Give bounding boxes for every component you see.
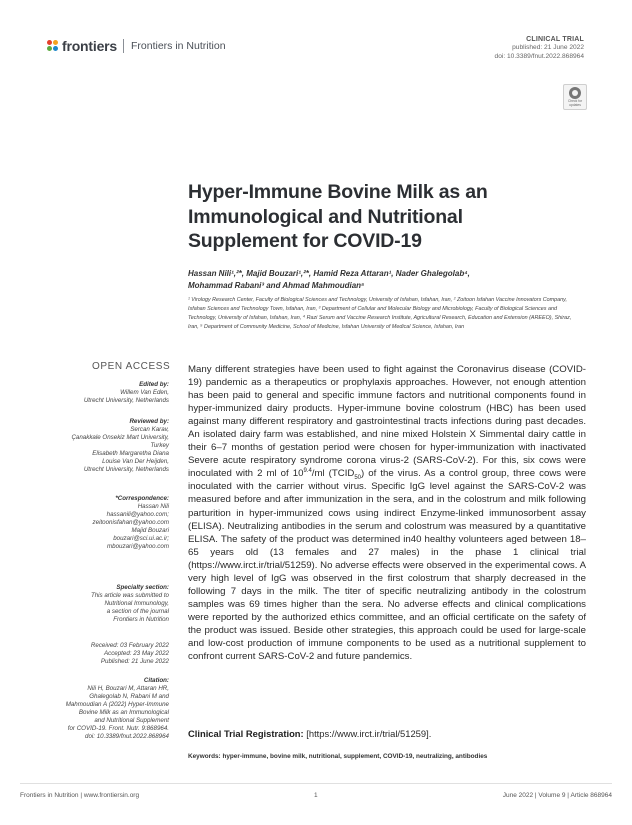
trial-link[interactable]: [https://www.irct.ir/trial/51259]. (303, 728, 432, 739)
article-meta (495, 36, 584, 61)
abstract-superscript: 9.4 (303, 468, 312, 475)
keywords: Keywords: hyper-immune, bovine milk, nutritional, supplement, COVID-19, neutralizing, antibodies (188, 753, 488, 760)
citation-line: Nili H, Bouzari M, Attaran HR, (87, 685, 169, 692)
reviewer-line: Utrecht University, Netherlands (83, 466, 169, 473)
crossmark-icon (569, 87, 581, 99)
citation-line: Bovine Milk as an Immunological (78, 709, 169, 716)
logo-divider (123, 39, 124, 53)
author-list (188, 268, 568, 291)
citation-line: Ghalegolab N, Rabani M and (89, 693, 169, 700)
correspondence-heading: *Correspondence: (115, 495, 169, 502)
footer-right: June 2022 | Volume 9 | Article 868964 (502, 792, 612, 799)
edited-by-heading: Edited by: (139, 381, 169, 388)
abstract-part: /ml (TCID (311, 468, 355, 480)
specialty-line: Nutritional Immunology, (104, 600, 169, 607)
article-title: Hyper-Immune Bovine Milk as an Immunological and Nutritional Supplement for COVID-19 (188, 181, 488, 252)
affiliations: ¹ Virology Research Center, Faculty of Biological Sciences and Technology, University of Isfahan, Isfahan, Iran, ² Zoitoon Isfahan Vaccine Innovators Company, Isfahan Sciences and Technology Town, Isfahan, Iran, ³ Department of Cellular and Molecular Biology and Microbiology, Faculty of Biological Sciences and Technology, University of Isfahan, Isfahan, Iran, ⁴ Razi Serum and Vaccine Research Institute, Agricultural Research, Education and Extension (AREEO), Shiraz, Iran, ⁵ Department of Community Medicine, School of Medicine, Isfahan University of Medical Science, Isfahan, Iran (188, 297, 572, 330)
reviewer-line: Louise Van Der Heijden, (102, 458, 169, 465)
correspondence-line: Majid Bouzari (131, 527, 169, 534)
correspondence-line: Hassan Nili (137, 503, 169, 510)
published-date-sidebar: Published: 21 June 2022 (100, 658, 169, 665)
brand-name: frontiers (62, 38, 117, 54)
citation-line: Mahmoudian A (2022) Hyper-Immune (65, 701, 169, 708)
doi[interactable]: doi: 10.3389/fnut.2022.868964 (494, 52, 584, 60)
frontiers-logo[interactable] (47, 38, 226, 54)
reviewed-by-heading: Reviewed by: (129, 418, 169, 425)
abstract-part: Many different strategies have been used to fight against the Coronavirus disease (COVID-19) pandemic as a therapeutics or prophylaxis approaches. However, not enough attention has been paid to general and specific immune factors and nutritional components found in hyper-immunized dairy products. Hyper-immune bovine colostrum (HBC) has been used against many different respiratory and gastrointestinal tracts infections during past decades. An isolated dairy farm was established, and nine mixed Holstein X Simmental dairy cattle in their 6–7 months of gestation period were chosen for hyper-immunization with inactivated Severe acute respiratory syndrome corona virus-2 (SARS-CoV-2). For this, six cows were inoculated with 2 ml of 10 (188, 364, 586, 480)
correspondence-email[interactable]: bouzari@sci.ui.ac.ir; (113, 535, 169, 542)
abstract-text (188, 363, 586, 663)
editor-line: Willem Van Eden, (120, 389, 169, 396)
authors-line-1: Hassan Nili¹,²*, Majid Bouzari¹,²*, Hamid Reza Attaran¹, Nader Ghalegolab⁴, (188, 269, 470, 278)
journal-name: Frontiers in Nutrition (131, 40, 226, 52)
correspondence-email[interactable]: hassanili@yahoo.com; (106, 511, 169, 518)
reviewer-line: Sercan Karav, (130, 426, 169, 433)
accepted-date: Accepted: 23 May 2022 (103, 650, 169, 657)
editor-line: Utrecht University, Netherlands (83, 397, 169, 404)
citation-heading: Citation: (143, 677, 169, 684)
correspondence-section (20, 495, 169, 551)
reviewer-line: Çanakkale Onsekiz Mart University, (71, 434, 169, 441)
received-date: Received: 03 February 2022 (90, 642, 169, 649)
article-type: CLINICAL TRIAL (526, 36, 584, 43)
abstract-subscript: 50 (354, 475, 362, 482)
clinical-trial-registration (188, 728, 431, 739)
trial-label: Clinical Trial Registration: (188, 728, 304, 739)
published-date: published: 21 June 2022 (512, 44, 584, 52)
abstract-part: ) of the virus. As a control group, three cows were inoculated with the carrier without virus. Specific IgG level against the SARS-CoV-2 was measured before and after immunization in the sera, and in the colostrum and milk following parturition in hyper-immunized cows using indirect Enzyme-linked immunosorbent assay (ELISA). Neutralizing antibodies in the serum and colostrum was measured by a quantitative ELISA. The safety of the product was determined in40 healthy volunteers aged between 18–65 years old (13 females and 27 males) in the phase 1 clinical trial (https://www.irct.ir/trial/51259). No adverse effects were observed in the experimental cows. A very high level of IgG was observed in the first colostrum that sharply decreased in the following 7 days in the milk. The titer of specific neutralizing antibody in the colostrum samples was 69 times higher than the sera. No adverse effects and clinical complications were reported by the authorized ethics committee, and an official certificate on the safety of the product was issued. Beside other strategies, this approach could be used for large-scale and low-cost production of immune components to be used as a nutritional supplement to confront current SARS-CoV-2 and future pandemics. (188, 468, 586, 663)
frontiers-logo-icon (47, 40, 59, 52)
correspondence-email[interactable]: mbouzari@yahoo.com (107, 543, 169, 550)
authors-line-2: Mohammad Rabani³ and Ahmad Mahmoudian⁵ (188, 280, 365, 290)
footer-divider (20, 783, 612, 784)
specialty-heading: Specialty section: (116, 584, 169, 591)
edited-by-section (20, 381, 169, 405)
reviewer-line: Turkey (150, 442, 169, 449)
specialty-line: Frontiers in Nutrition (113, 616, 169, 623)
dates-section (20, 642, 169, 666)
citation-line: for COVID-19. Front. Nutr. 9:868964. (67, 725, 169, 732)
check-for-updates-button[interactable] (563, 84, 587, 110)
reviewer-line: Elisabeth Margaretha Diana (92, 450, 169, 457)
specialty-line: a section of the journal (106, 608, 169, 615)
check-for-updates-label: Check for updates (567, 99, 583, 107)
citation-section (20, 677, 169, 741)
citation-line: and Nutritional Supplement (94, 717, 169, 724)
specialty-line: This article was submitted to (90, 592, 169, 599)
reviewed-by-section (20, 418, 169, 474)
open-access-label: OPEN ACCESS (92, 361, 171, 372)
footer-left[interactable]: Frontiers in Nutrition | www.frontiersin.org (20, 792, 140, 799)
specialty-section (20, 584, 169, 624)
page-number: 1 (314, 792, 318, 799)
correspondence-email[interactable]: zeitoonisfahan@yahoo.com (92, 519, 169, 526)
citation-line[interactable]: doi: 10.3389/fnut.2022.868964 (85, 733, 169, 740)
